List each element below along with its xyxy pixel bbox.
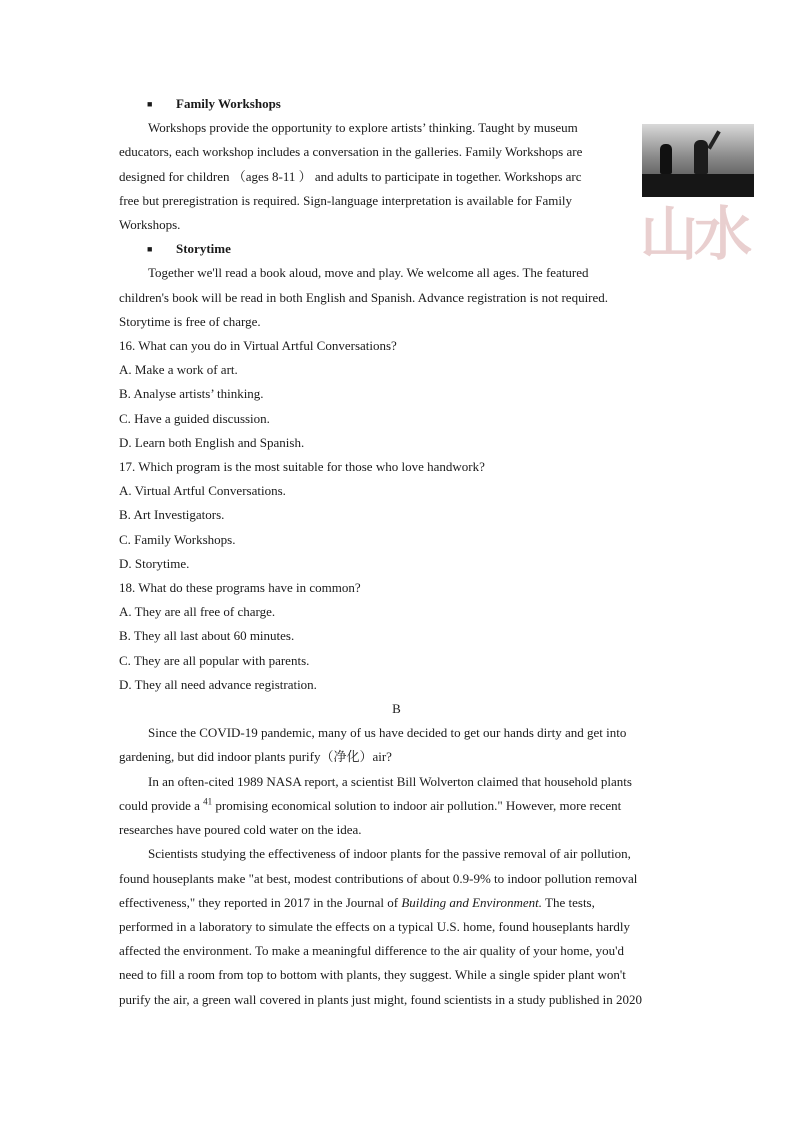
footnote-superscript: 41 — [203, 796, 213, 807]
photo-figure — [694, 140, 708, 174]
paragraph-line: children's book will be read in both English and Spanish. Advance registration is not required. — [119, 289, 609, 305]
text-run: effectiveness," they reported in 2017 in the Journal of — [119, 894, 402, 910]
paragraph-line: Workshops provide the opportunity to explore artists’ thinking. Taught by museum — [148, 120, 578, 136]
photo-figure — [707, 130, 720, 149]
answer-option[interactable]: C. Have a guided discussion. — [119, 410, 270, 426]
paragraph-line: Storytime is free of charge. — [119, 313, 261, 329]
answer-option[interactable]: A. Virtual Artful Conversations. — [119, 483, 286, 499]
answer-option[interactable]: D. They all need advance registration. — [119, 676, 317, 692]
question-stem: 16. What can you do in Virtual Artful Conversations? — [119, 338, 397, 354]
paragraph-line: educators, each workshop includes a conversation in the galleries. Family Workshops are — [119, 144, 583, 160]
answer-option[interactable]: C. They are all popular with parents. — [119, 652, 310, 668]
answer-option[interactable]: B. They all last about 60 minutes. — [119, 628, 295, 644]
paragraph-line: gardening, but did indoor plants purify（净化）air? — [119, 749, 392, 765]
paragraph-line: performed in a laboratory to simulate the effects on a typical U.S. home, found houseplants hardly — [119, 918, 630, 934]
question-stem: 17. Which program is the most suitable for those who love handwork? — [119, 459, 485, 475]
answer-option[interactable]: A. Make a work of art. — [119, 362, 238, 378]
text-run: could provide a — [119, 797, 204, 813]
journal-title: Building and Environment. — [401, 894, 543, 910]
paragraph-line: affected the environment. To make a meaningful difference to the air quality of your home, you'd — [119, 943, 625, 959]
answer-option[interactable]: D. Storytime. — [119, 555, 190, 571]
answer-option[interactable]: B. Art Investigators. — [119, 507, 225, 523]
paragraph-line: purify the air, a green wall covered in plants just might, found scientists in a study published in 2020 — [119, 991, 642, 1007]
section-label-b: B — [392, 701, 401, 717]
section-heading-family-workshops — [119, 92, 674, 116]
square-bullet-icon: ■ — [147, 99, 153, 109]
storytime-paragraph — [119, 261, 674, 334]
heading-label: Storytime — [176, 241, 231, 257]
passage-b-paragraph-2 — [119, 770, 674, 843]
answer-option[interactable]: C. Family Workshops. — [119, 531, 236, 547]
paragraph-line: Scientists studying the effectiveness of indoor plants for the passive removal of air pollution, — [148, 846, 631, 862]
question-18 — [119, 576, 674, 697]
heading-label: Family Workshops — [176, 96, 281, 111]
question-16 — [119, 334, 674, 455]
family-workshops-paragraph — [119, 116, 635, 237]
paragraph-line — [119, 891, 674, 915]
question-17 — [119, 455, 674, 576]
paragraph-line: need to fill a room from top to bottom with plants, they suggest. While a single spider plant won't — [119, 967, 626, 983]
text-run: The tests, — [542, 894, 595, 910]
text-run: promising economical solution to indoor air pollution." However, more recent — [212, 797, 622, 813]
paragraph-line: free but preregistration is required. Sign-language interpretation is available for Family — [119, 192, 573, 208]
answer-option[interactable]: A. They are all free of charge. — [119, 604, 276, 620]
square-bullet-icon: ■ — [147, 244, 153, 255]
paragraph-line: Together we'll read a book aloud, move and play. We welcome all ages. The featured — [148, 265, 589, 281]
paragraph-line: Workshops. — [119, 217, 181, 233]
answer-option[interactable]: D. Learn both English and Spanish. — [119, 434, 305, 450]
paragraph-line: In an often-cited 1989 NASA report, a scientist Bill Wolverton claimed that household plants — [148, 773, 632, 789]
paragraph-line — [119, 794, 674, 818]
passage-b-paragraph-3 — [119, 842, 674, 1011]
document-page — [119, 92, 674, 1012]
question-stem: 18. What do these programs have in common? — [119, 580, 361, 596]
paragraph-line: found houseplants make "at best, modest contributions of about 0.9-9% to indoor pollution removal — [119, 870, 638, 886]
answer-option[interactable]: B. Analyse artists’ thinking. — [119, 386, 264, 402]
paragraph-line: Since the COVID-19 pandemic, many of us have decided to get our hands dirty and get into — [148, 725, 627, 741]
paragraph-line: researches have poured cold water on the idea. — [119, 822, 362, 838]
paragraph-line: designed for children （ages 8-11 ） and adults to participate in together. Workshops arc — [119, 168, 582, 184]
passage-b-paragraph-1 — [119, 721, 674, 769]
section-heading-storytime — [119, 237, 674, 261]
watermark-logo: 山水 — [640, 200, 749, 268]
